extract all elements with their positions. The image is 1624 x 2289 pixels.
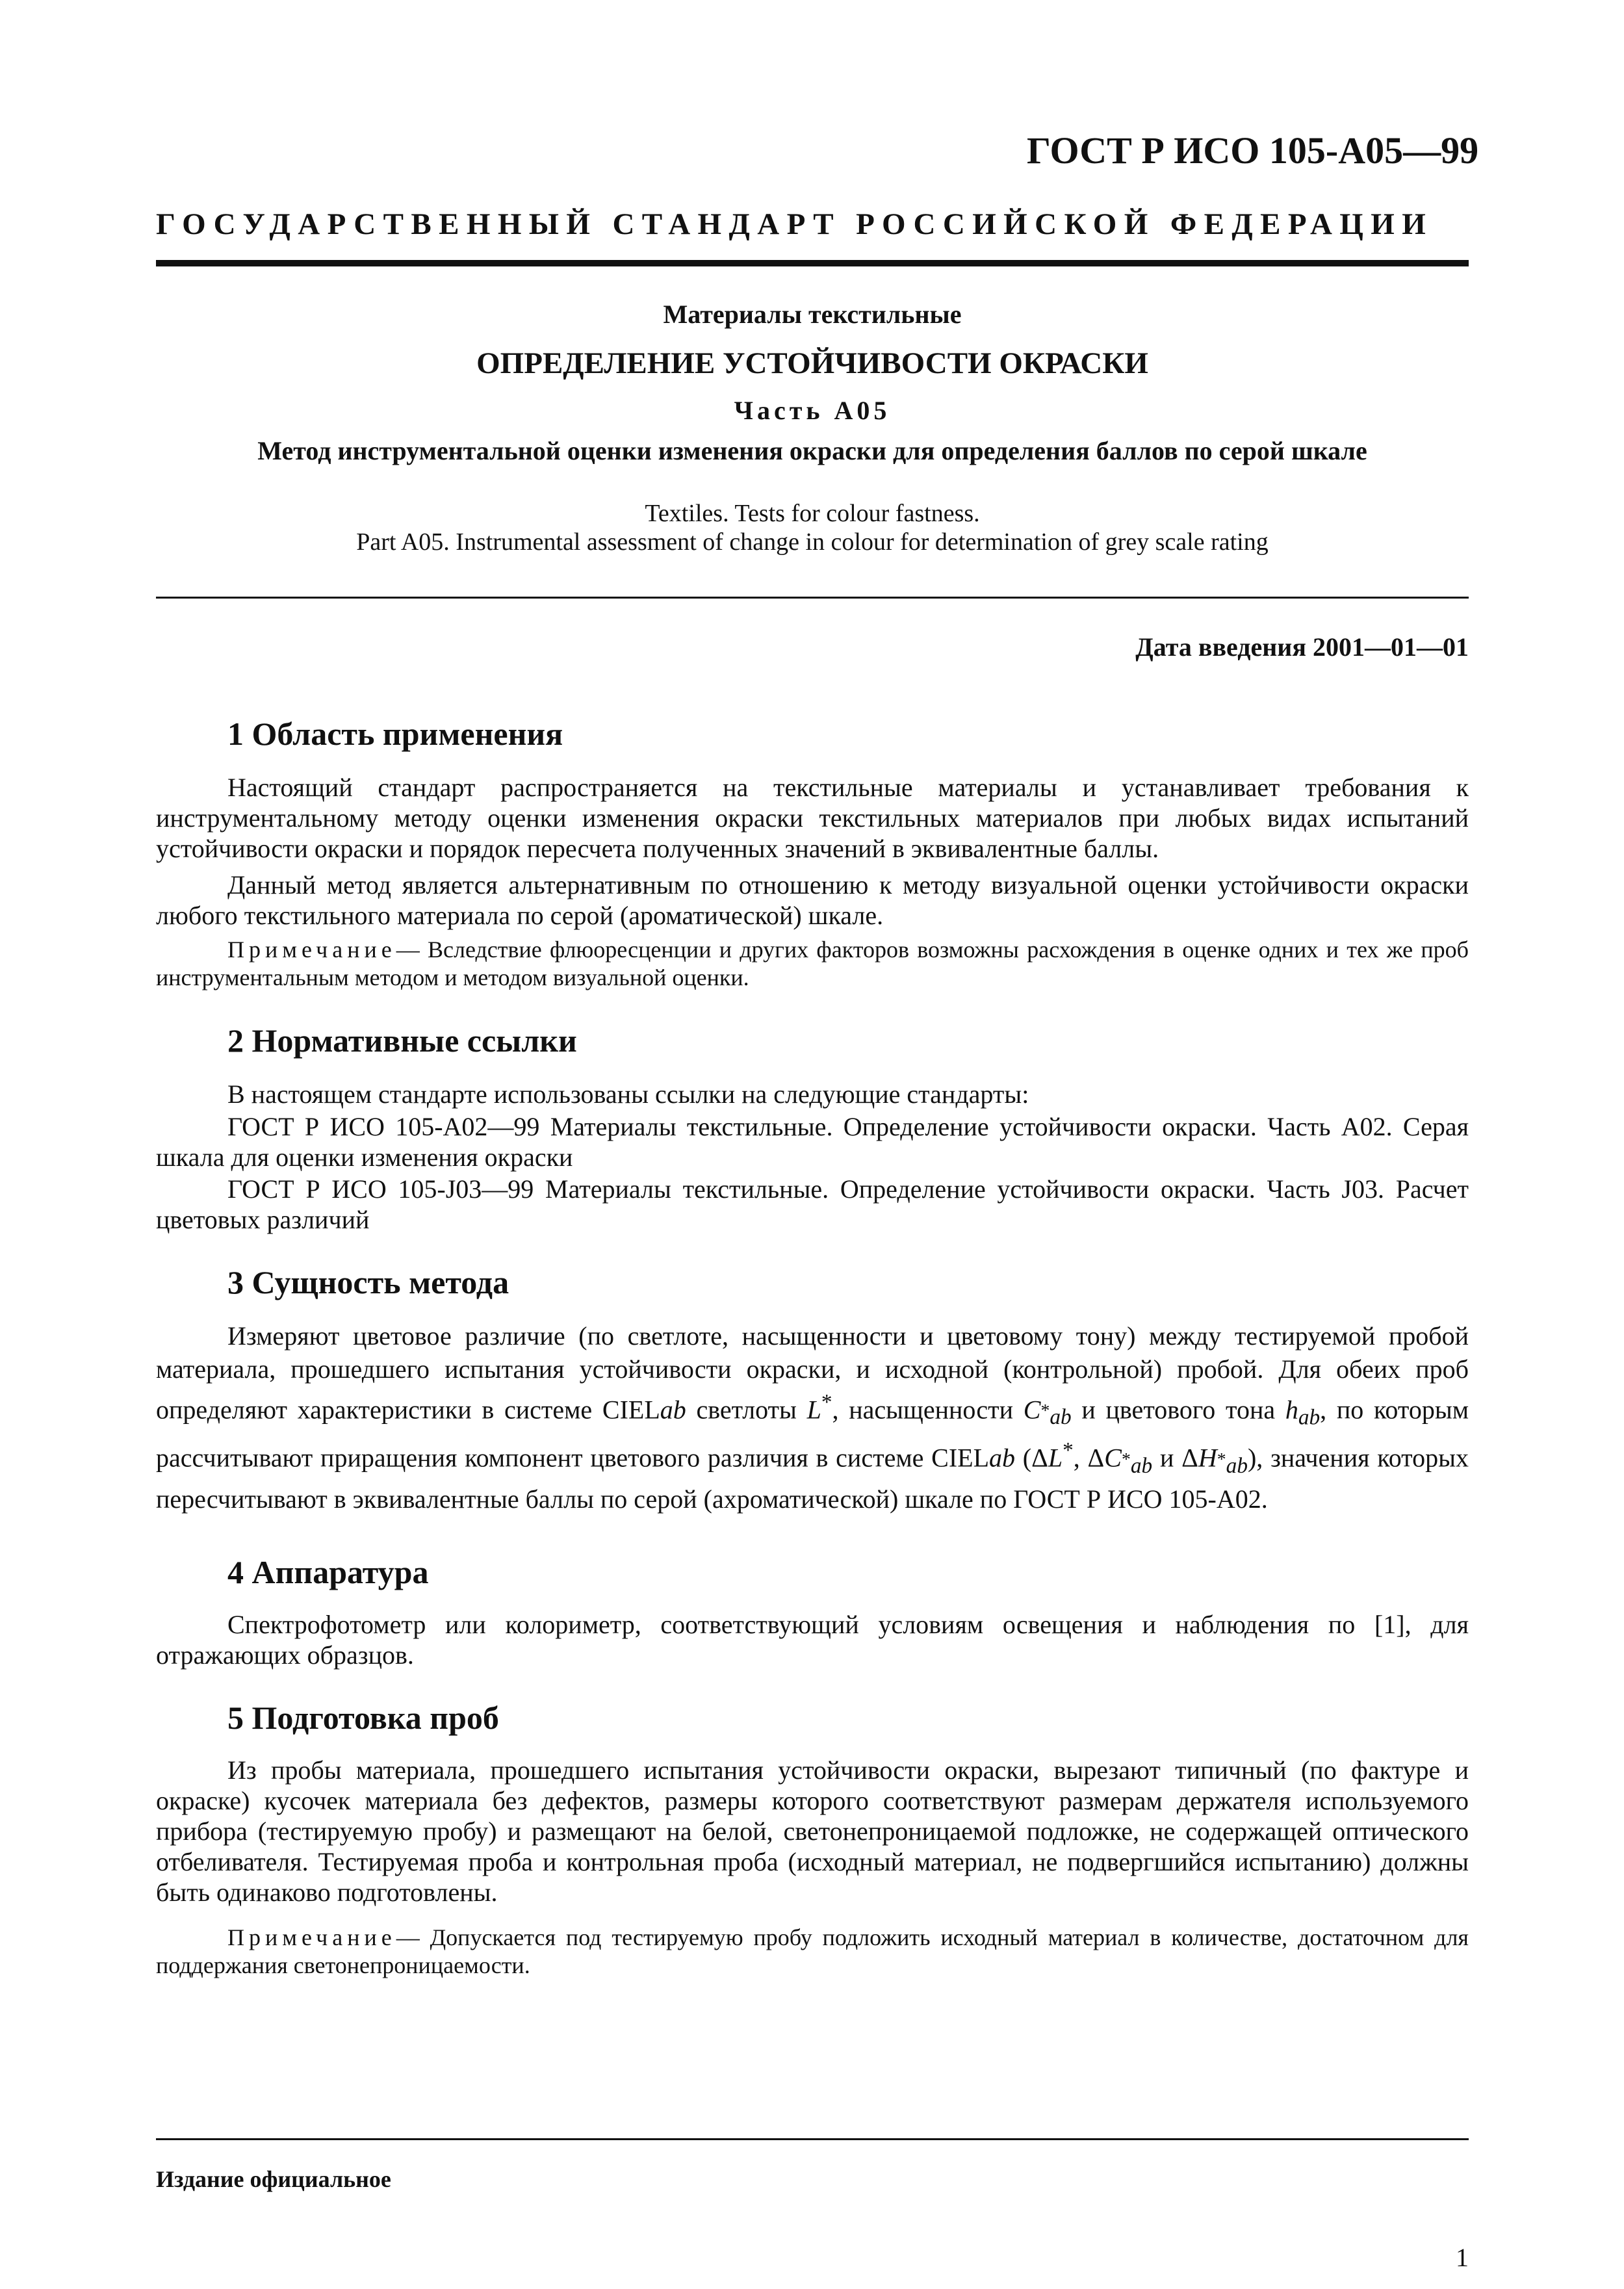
title-part: Часть А05 <box>734 396 891 425</box>
section-2-paragraph-1: В настоящем стандарте использованы ссылки на следующие стандарты: <box>227 1080 1029 1109</box>
section-5-paragraph: Из пробы материала, прошедшего испытания устойчивости окраски, вырезают типичный (по фактуре и окраске) кусочек материала без дефектов, размеры которого соответствуют размерам держателя используемого прибора (тестируемую пробу) и размещают на белой, светонепроницаемой подложке, не содержащей оптического отбеливателя. Тестируемая проба и контрольная проба (исходный материал, не подвергшийся испытанию) должны быть одинаково подготовлены. <box>156 1755 1469 1907</box>
section-1-heading: 1 Область применения <box>227 716 563 752</box>
section-5-note <box>156 1924 1469 1980</box>
title-rule <box>156 597 1469 599</box>
section-3-heading: 3 Сущность метода <box>227 1264 509 1300</box>
document-code: ГОСТ Р ИСО 105-А05—99 <box>1027 129 1479 172</box>
english-title-2: Part A05. Instrumental assessment of change in colour for determination of grey scale rating <box>356 528 1269 556</box>
section-4-paragraph: Спектрофотометр или колориметр, соответствующий условиям освещения и наблюдения по [1], для отражающих образцов. <box>156 1610 1469 1670</box>
english-title-1: Textiles. Tests for colour fastness. <box>645 500 980 527</box>
section-1-paragraph-1: Настоящий стандарт распространяется на текстильные материалы и устанавливает требования к инструментальному методу оценки изменения окраски текстильных материалов при любых видах испытаний устойчивости окраски и порядок пересчета полученных значений в эквивалентные баллы. <box>156 773 1469 863</box>
section-5-heading: 5 Подготовка проб <box>227 1700 499 1736</box>
header-rule <box>156 260 1469 266</box>
footer-rule <box>156 2138 1469 2140</box>
reference-a02: ГОСТ Р ИСО 105-А02—99 Материалы текстильные. Определение устойчивости окраски. Часть А02. Серая шкала для оценки изменения окраски <box>156 1112 1469 1172</box>
introduction-date: Дата введения 2001—01—01 <box>1135 632 1469 662</box>
state-standard-heading: ГОСУДАРСТВЕННЫЙ СТАНДАРТ РОССИЙСКОЙ ФЕДЕРАЦИИ <box>156 207 1434 241</box>
section-1-paragraph-2: Данный метод является альтернативным по отношению к методу визуальной оценки устойчивости окраски любого текстильного материала по серой (ароматической) шкале. <box>156 870 1469 930</box>
section-3-paragraph: Измеряют цветовое различие (по светлоте, насыщенности и цветовому тону) между тестируемой пробой материала, прошедшего испытания устойчивости окраски, и исходной (контрольной) пробой. Для обеих проб определяют характеристики в системе CIELab светлоты L*, насыщенности $C_{^*ab}$ и цветового тона $h_{ab}$, по которым рассчитывают приращения компонент цветового различия в системе CIELab (ΔL*, $\Delta C_{^*ab}$ и $\Delta H_{^*ab}$), значения которых пересчитывают в эквивалентные баллы по серой (ахроматической) шкале по ГОСТ Р ИСО 105-А02. <box>156 1321 1469 1514</box>
section-2-heading: 2 Нормативные ссылки <box>227 1022 577 1059</box>
note-label: Примечание <box>227 1924 396 1950</box>
page-number: 1 <box>1456 2243 1469 2272</box>
note-text: — Допускается под тестируемую пробу подложить исходный материал в количестве, достаточном для поддержания светонепроницаемости. <box>156 1924 1469 1978</box>
title-line-1: Материалы текстильные <box>663 300 962 329</box>
official-edition: Издание официальное <box>156 2166 391 2192</box>
note-label: Примечание <box>227 937 396 963</box>
section-4-heading: 4 Аппаратура <box>227 1554 429 1590</box>
note-text: — Вследствие флюоресценции и других факторов возможны расхождения в оценке одних и тех же проб инструментальным методом и методом визуальной оценки. <box>156 937 1469 990</box>
title-line-2: ОПРЕДЕЛЕНИЕ УСТОЙЧИВОСТИ ОКРАСКИ <box>476 346 1148 380</box>
reference-j03: ГОСТ Р ИСО 105-J03—99 Материалы текстильные. Определение устойчивости окраски. Часть J03. Расчет цветовых различий <box>156 1174 1469 1234</box>
title-line-4: Метод инструментальной оценки изменения окраски для определения баллов по серой шкале <box>257 436 1367 465</box>
section-1-note <box>156 936 1469 992</box>
